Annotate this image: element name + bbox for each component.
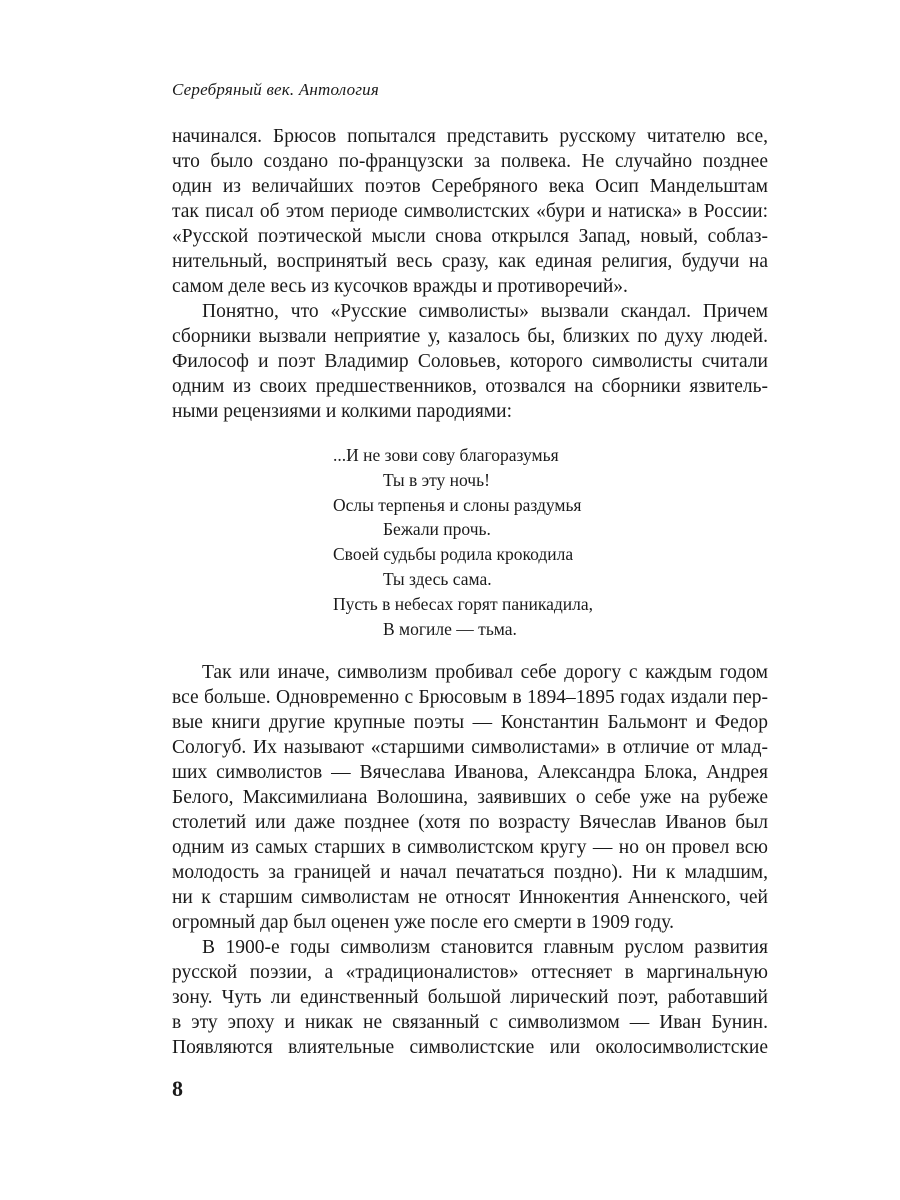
text-line: русской поэзии, а «традиционалистов» оттесняет в маргинальную [172,962,768,983]
text-line: зону. Чуть ли единственный большой лирический поэт, работавший [172,987,768,1008]
text-line: в эту эпоху и никак не связанный с символизмом — Иван Бунин. [172,1012,768,1033]
text-block-intro [172,124,768,424]
poem-verse: В могиле — тьма. [383,618,517,639]
text-line: что было создано по-французски за полвека. Не случайно позднее [172,151,768,172]
text-block-symbolism [172,660,768,1060]
text-line: Появляются влиятельные символистские или околосимволистские [172,1037,768,1058]
text-line: начинался. Брюсов попытался представить русскому читателю все, [172,126,768,147]
text-line: ни к старшим символистам не относят Иннокентия Анненского, чей [172,887,768,908]
text-line: «Русской поэтической мысли снова открылся Запад, новый, соблаз- [172,226,768,247]
text-line: Так или иначе, символизм пробивал себе дорогу с каждым годом [202,662,768,683]
text-line: молодость за границей и начал печататься поздно). Ни к младшим, [172,862,768,883]
poem-verse: Бежали прочь. [383,519,491,540]
poem-verse: Своей судьбы родила крокодила [333,544,574,565]
text-line: В 1900-е годы символизм становится главным руслом развития [202,937,768,958]
text-line: ными рецензиями и колкими пародиями: [172,401,513,422]
text-line: сборники вызвали неприятие у, казалось бы, близких по духу людей. [172,326,768,347]
text-line: все больше. Одновременно с Брюсовым в 1894–1895 годах издали пер- [172,687,768,708]
poem-verse: ...И не зови сову благоразумья [333,445,559,465]
text-line: Понятно, что «Русские символисты» вызвали скандал. Причем [202,301,768,322]
text-line: ших символистов — Вячеслава Иванова, Александра Блока, Андрея [172,762,768,783]
text-line: самом деле весь из кусочков вражды и противоречий». [172,276,628,297]
text-line: Белого, Максимилиана Волошина, заявивших о себе уже на рубеже [172,787,768,808]
text-line: один из величайших поэтов Серебряного века Осип Мандельштам [172,176,768,197]
poem-quotation [333,443,593,641]
text-line: так писал об этом периоде символистских «бури и натиска» в России: [172,201,768,222]
text-line: огромный дар был оценен уже после его смерти в 1909 году. [172,912,674,933]
text-line: нительный, воспринятый весь сразу, как единая религия, будучи на [172,251,768,272]
running-head: Серебряный век. Антология [172,80,379,99]
text-line: вые книги другие крупные поэты — Константин Бальмонт и Федор [172,712,768,733]
text-line: Философ и поэт Владимир Соловьев, которого символисты считали [172,351,768,372]
text-line: одним из самых старших в символистском кругу — но он провел всю [172,837,768,858]
poem-verse: Ты здесь сама. [383,568,492,589]
poem-verse: Ослы терпенья и слоны раздумья [333,494,582,515]
poem-verse: Пусть в небесах горят паникадила, [333,593,594,614]
page-number: 8 [172,1076,183,1101]
poem-verse: Ты в эту ночь! [383,469,490,490]
text-line: столетий или даже позднее (хотя по возрасту Вячеслав Иванов был [172,812,768,833]
text-line: Сологуб. Их называют «старшими символистами» в отличие от млад- [172,737,768,758]
text-line: одним из своих предшественников, отозвался на сборники язвитель- [172,376,768,397]
